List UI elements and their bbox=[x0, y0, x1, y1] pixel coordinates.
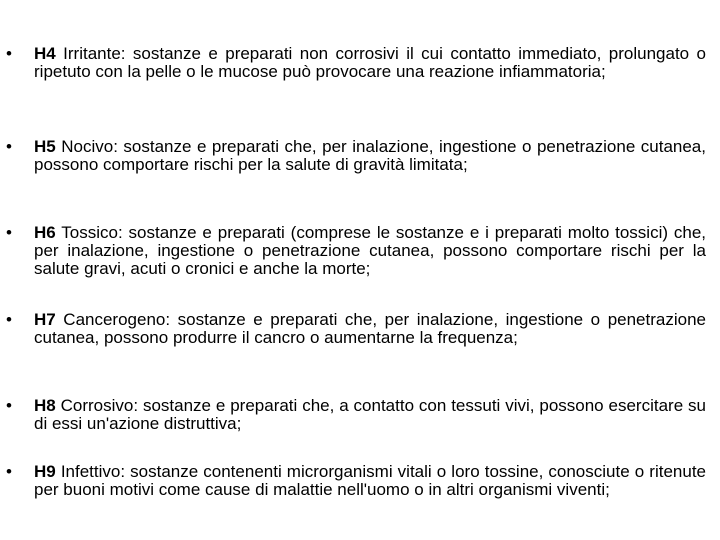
hazard-description: Infettivo: sostanze contenenti microrganismi vitali o loro tossine, conosciute o ritenute per buoni motivi come cause di malattie nell'uomo o in altri organismi viventi; bbox=[34, 462, 706, 499]
hazard-description: Irritante: sostanze e preparati non corrosivi il cui contatto immediato, prolungato o ripetuto con la pelle o le mucose può provocare una reazione infiammatoria; bbox=[34, 44, 706, 81]
list-item-text bbox=[34, 311, 706, 347]
hazard-code: H6 bbox=[34, 223, 56, 242]
list-item-text bbox=[34, 397, 706, 433]
bullet-icon: • bbox=[6, 396, 12, 415]
hazard-description: Cancerogeno: sostanze e preparati che, per inalazione, ingestione o penetrazione cutanea, possono produrre il cancro o aumentarne la frequenza; bbox=[34, 310, 706, 347]
hazard-code: H9 bbox=[34, 462, 56, 481]
bullet-icon: • bbox=[6, 310, 12, 329]
bullet-icon: • bbox=[6, 44, 12, 63]
hazard-code: H5 bbox=[34, 137, 56, 156]
bullet-icon: • bbox=[6, 462, 12, 481]
list-item-text bbox=[34, 463, 706, 499]
hazard-code: H8 bbox=[34, 396, 56, 415]
list-item-text bbox=[34, 45, 706, 81]
hazard-description: Corrosivo: sostanze e preparati che, a contatto con tessuti vivi, possono esercitare su di essi un'azione distruttiva; bbox=[34, 396, 706, 433]
hazard-description: Nocivo: sostanze e preparati che, per inalazione, ingestione o penetrazione cutanea, possono comportare rischi per la salute di gravità limitata; bbox=[34, 137, 706, 174]
hazard-code: H4 bbox=[34, 44, 56, 63]
list-item-text bbox=[34, 224, 706, 278]
hazard-description: Tossico: sostanze e preparati (comprese le sostanze e i preparati molto tossici) che, per inalazione, ingestione o penetrazione cutanea, possono comportare rischi per la salute gravi, acuti o cronici e anche la morte; bbox=[34, 223, 706, 278]
bullet-icon: • bbox=[6, 223, 12, 242]
list-item-text bbox=[34, 138, 706, 174]
bullet-icon: • bbox=[6, 137, 12, 156]
hazard-code: H7 bbox=[34, 310, 56, 329]
